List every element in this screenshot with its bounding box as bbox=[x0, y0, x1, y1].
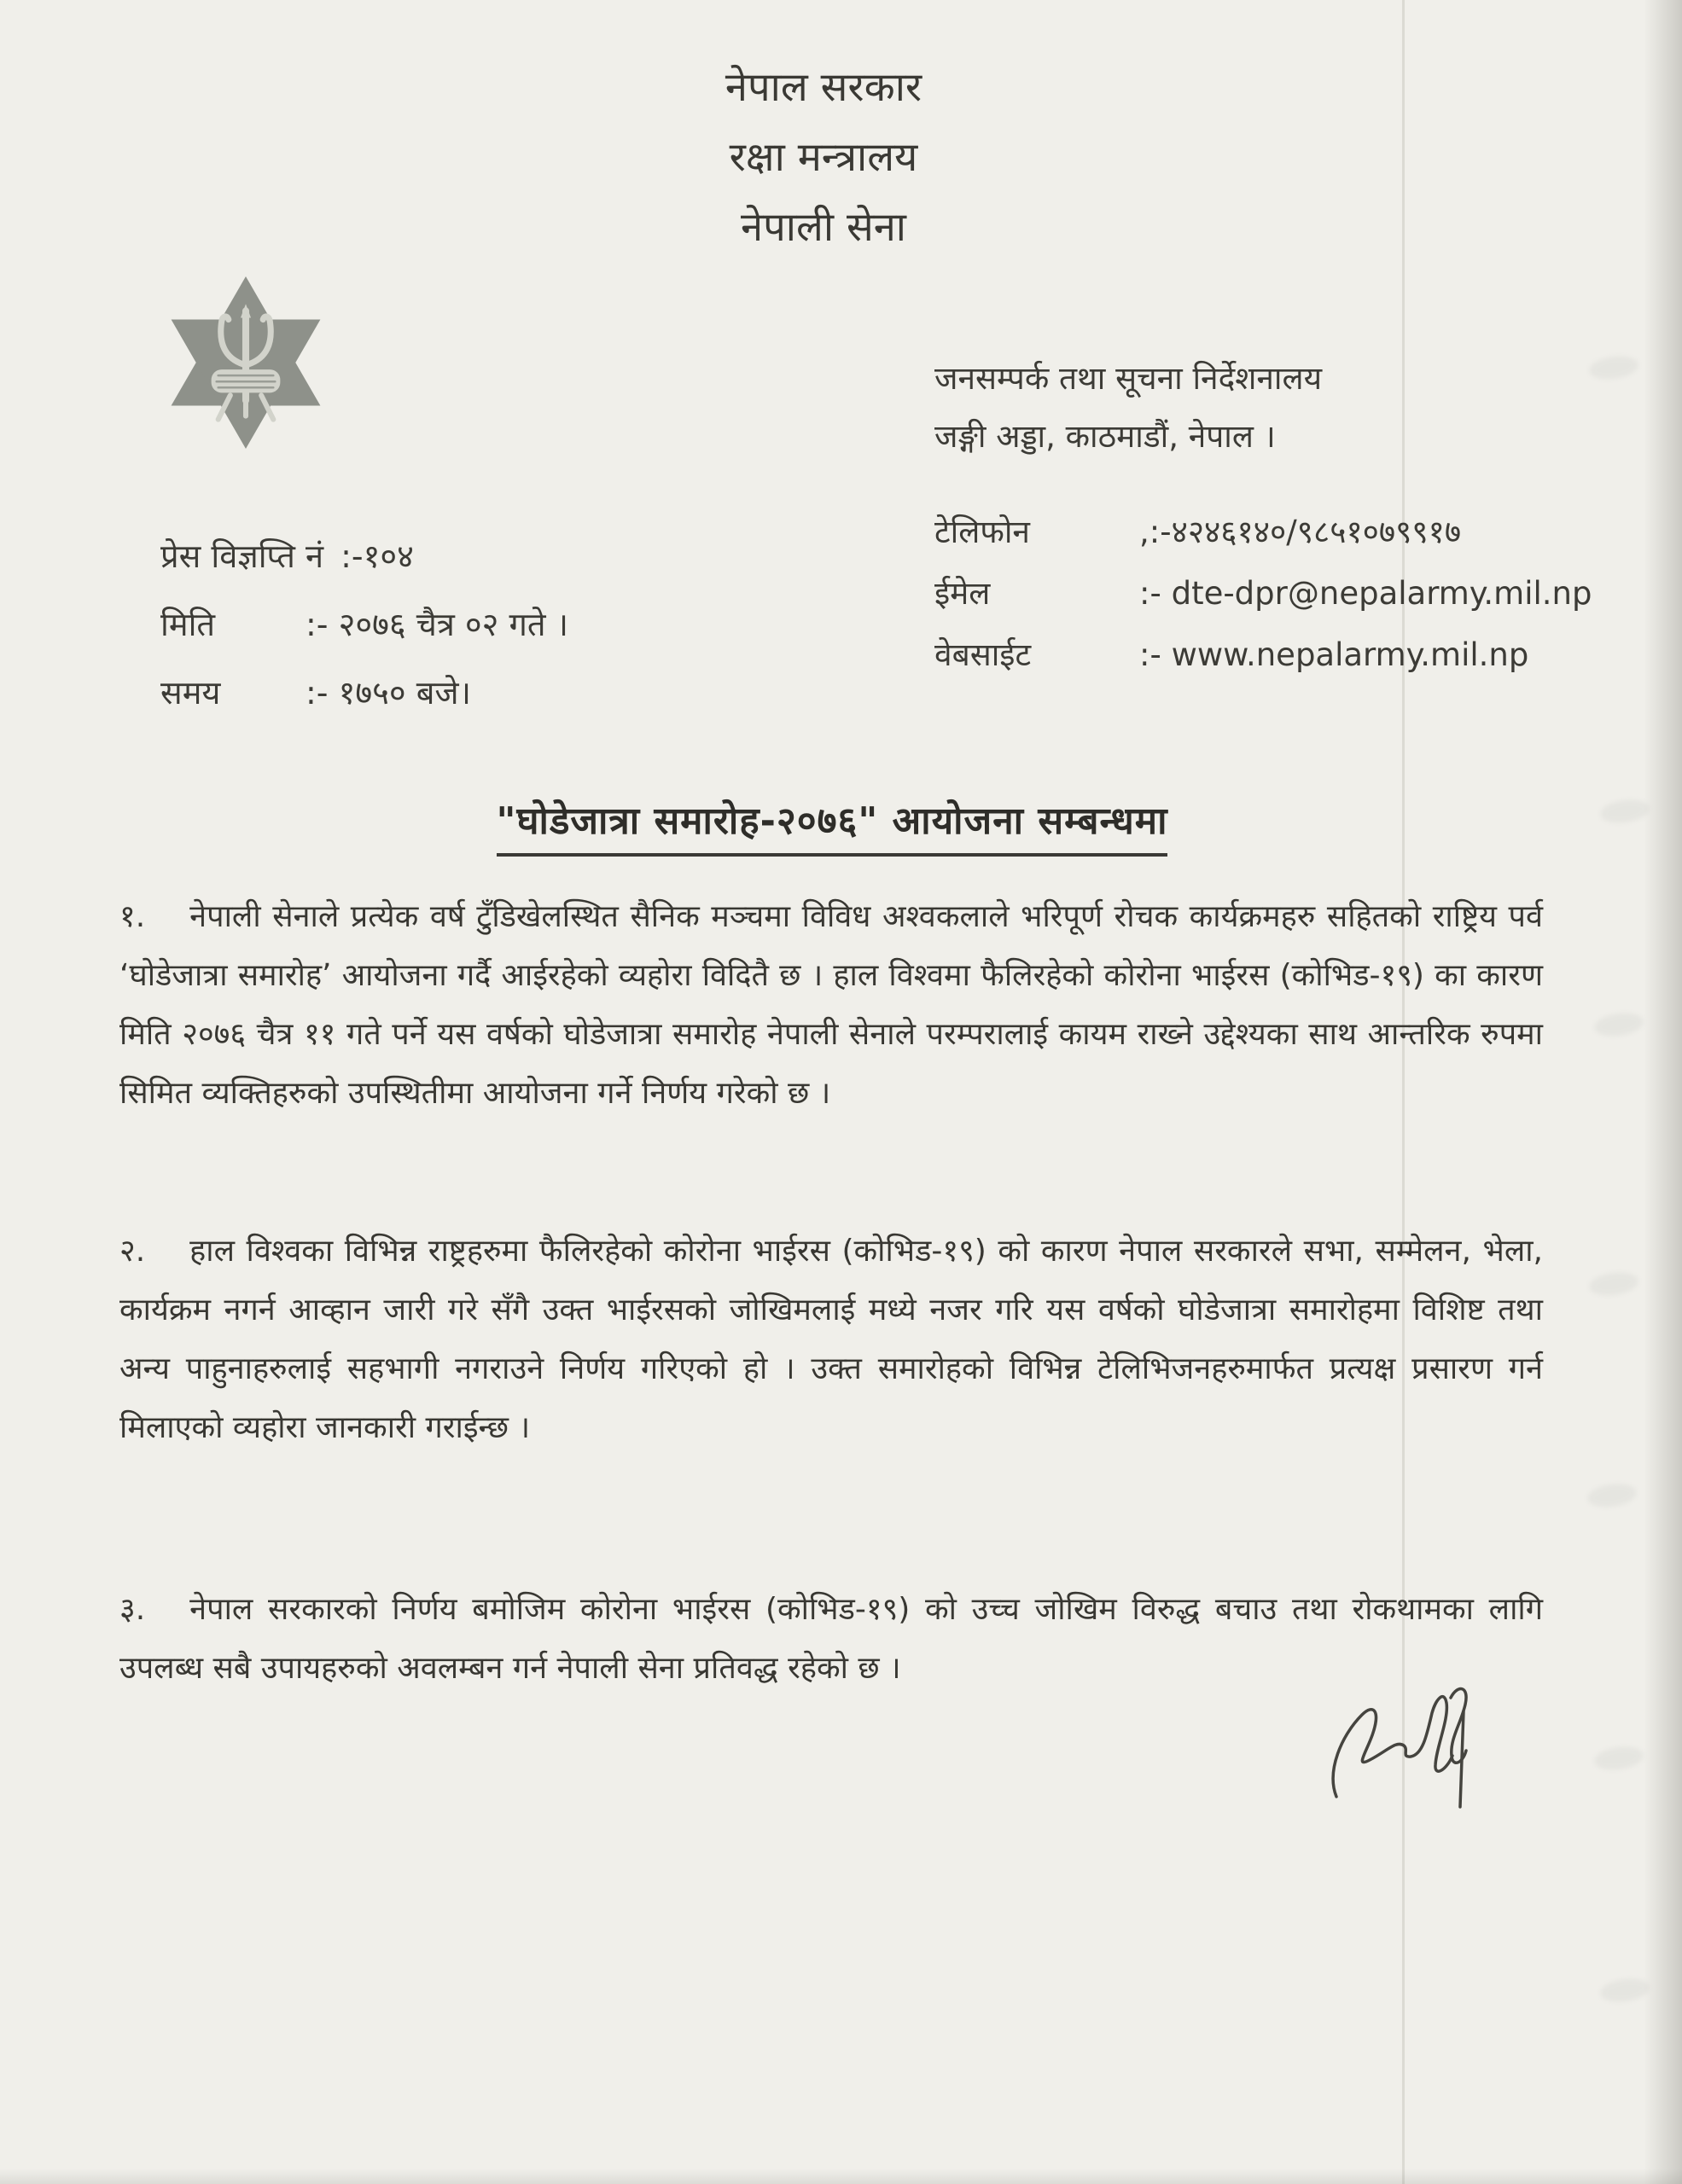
phone-label: टेलिफोन bbox=[934, 514, 1030, 550]
letterhead bbox=[0, 53, 1647, 263]
date-value: :- २०७६ चैत्र ०२ गते । bbox=[306, 606, 569, 643]
contact-block bbox=[934, 502, 1634, 686]
ink-bleed-mark bbox=[1592, 1010, 1644, 1039]
ink-bleed-mark bbox=[1592, 1744, 1644, 1773]
paragraph-2 bbox=[119, 1222, 1543, 1457]
paragraph-3-number: ३. bbox=[119, 1592, 146, 1627]
date-row bbox=[160, 590, 758, 659]
phone-value: ,:-४२४६१४०/९८५१०७९९१७ bbox=[1139, 514, 1462, 550]
ink-bleed-mark bbox=[1587, 353, 1639, 382]
time-label: समय bbox=[160, 674, 221, 712]
time-value: :- १७५० बजे। bbox=[306, 674, 472, 712]
phone-row bbox=[934, 502, 1634, 563]
paragraph-1-text: नेपाली सेनाले प्रत्येक वर्ष टुँडिखेलस्थित सैनिक मञ्चमा विविध अश्वकलाले भरिपूर्ण रोचक कार्यक्रमहरु सहितको राष्ट्रिय पर्व ‘घोडेजात्रा समारोह’ आयोजना गर्दै आईरहेको व्यहोरा विदितै छ । हाल विश्वमा फैलिरहेको कोरोना भाईरस (कोभिड-१९) का कारण मिति २०७६ चैत्र ११ गते पर्ने यस वर्षको घोडेजात्रा समारोह नेपाली सेनाले परम्परालाई कायम राख्ने उद्देश्यका साथ आन्तरिक रुपमा सिमित व्यक्तिहरुको उपस्थितीमा आयोजना गर्ने निर्णय गरेको छ । bbox=[119, 899, 1543, 1111]
email-row bbox=[934, 563, 1634, 624]
directorate-location: जङ्गी अड्डा, काठमाडौं, नेपाल । bbox=[934, 418, 1276, 455]
ministry-name: रक्षा मन्त्रालय bbox=[729, 134, 918, 181]
date-label: मिति bbox=[160, 606, 216, 643]
press-number-row bbox=[160, 522, 758, 590]
directorate-address bbox=[934, 350, 1549, 466]
ink-bleed-mark bbox=[1587, 1269, 1639, 1298]
email-value: :- dte-dpr@nepalarmy.mil.np bbox=[1139, 575, 1592, 612]
press-meta-block bbox=[160, 522, 758, 727]
time-row bbox=[160, 659, 758, 727]
ink-bleed-mark bbox=[1586, 1481, 1638, 1510]
press-number-value: :-१०४ bbox=[340, 537, 414, 575]
handwritten-signature bbox=[1321, 1662, 1500, 1811]
document-title: "घोडेजात्रा समारोह-२०७६" आयोजना सम्बन्धमा bbox=[119, 793, 1545, 857]
website-label: वेबसाईट bbox=[934, 636, 1032, 673]
scan-edge-shadow bbox=[1644, 0, 1682, 2184]
website-value: :- www.nepalarmy.mil.np bbox=[1139, 636, 1529, 673]
nepal-army-emblem-icon bbox=[158, 271, 334, 454]
army-name: नेपाली सेना bbox=[741, 204, 906, 251]
paragraph-2-number: २. bbox=[119, 1234, 146, 1269]
paragraph-2-text: हाल विश्वका विभिन्न राष्ट्रहरुमा फैलिरहेको कोरोना भाईरस (कोभिड-१९) को कारण नेपाल सरकारले सभा, सम्मेलन, भेला, कार्यक्रम नगर्न आव्हान जारी गरे सँगै उक्त भाईरसको जोखिमलाई मध्ये नजर गरि यस वर्षको घोडेजात्रा समारोहमा विशिष्ट तथा अन्य पाहुनाहरुलाई सहभागी नगराउने निर्णय गरिएको हो । उक्त समारोहको विभिन्न टेलिभिजनहरुमार्फत प्रत्यक्ष प्रसारण गर्न मिलाएको व्यहोरा जानकारी गराईन्छ । bbox=[119, 1234, 1543, 1445]
paragraph-1-number: १. bbox=[119, 899, 146, 934]
website-row bbox=[934, 624, 1634, 686]
paragraph-1 bbox=[119, 887, 1543, 1123]
government-name: नेपाल सरकार bbox=[725, 64, 922, 111]
paragraph-3-text: नेपाल सरकारको निर्णय बमोजिम कोरोना भाईरस (कोभिड-१९) को उच्च जोखिम विरुद्ध बचाउ तथा रोकथामका लागि उपलब्ध सबै उपायहरुको अवलम्बन गर्न नेपाली सेना प्रतिवद्ध रहेको छ । bbox=[119, 1592, 1543, 1686]
press-number-label: प्रेस विज्ञप्ति नं bbox=[160, 537, 324, 575]
email-label: ईमेल bbox=[934, 575, 991, 612]
directorate-name: जनसम्पर्क तथा सूचना निर्देशनालय bbox=[934, 360, 1323, 397]
scan-bottom-shadow bbox=[0, 2169, 1682, 2184]
